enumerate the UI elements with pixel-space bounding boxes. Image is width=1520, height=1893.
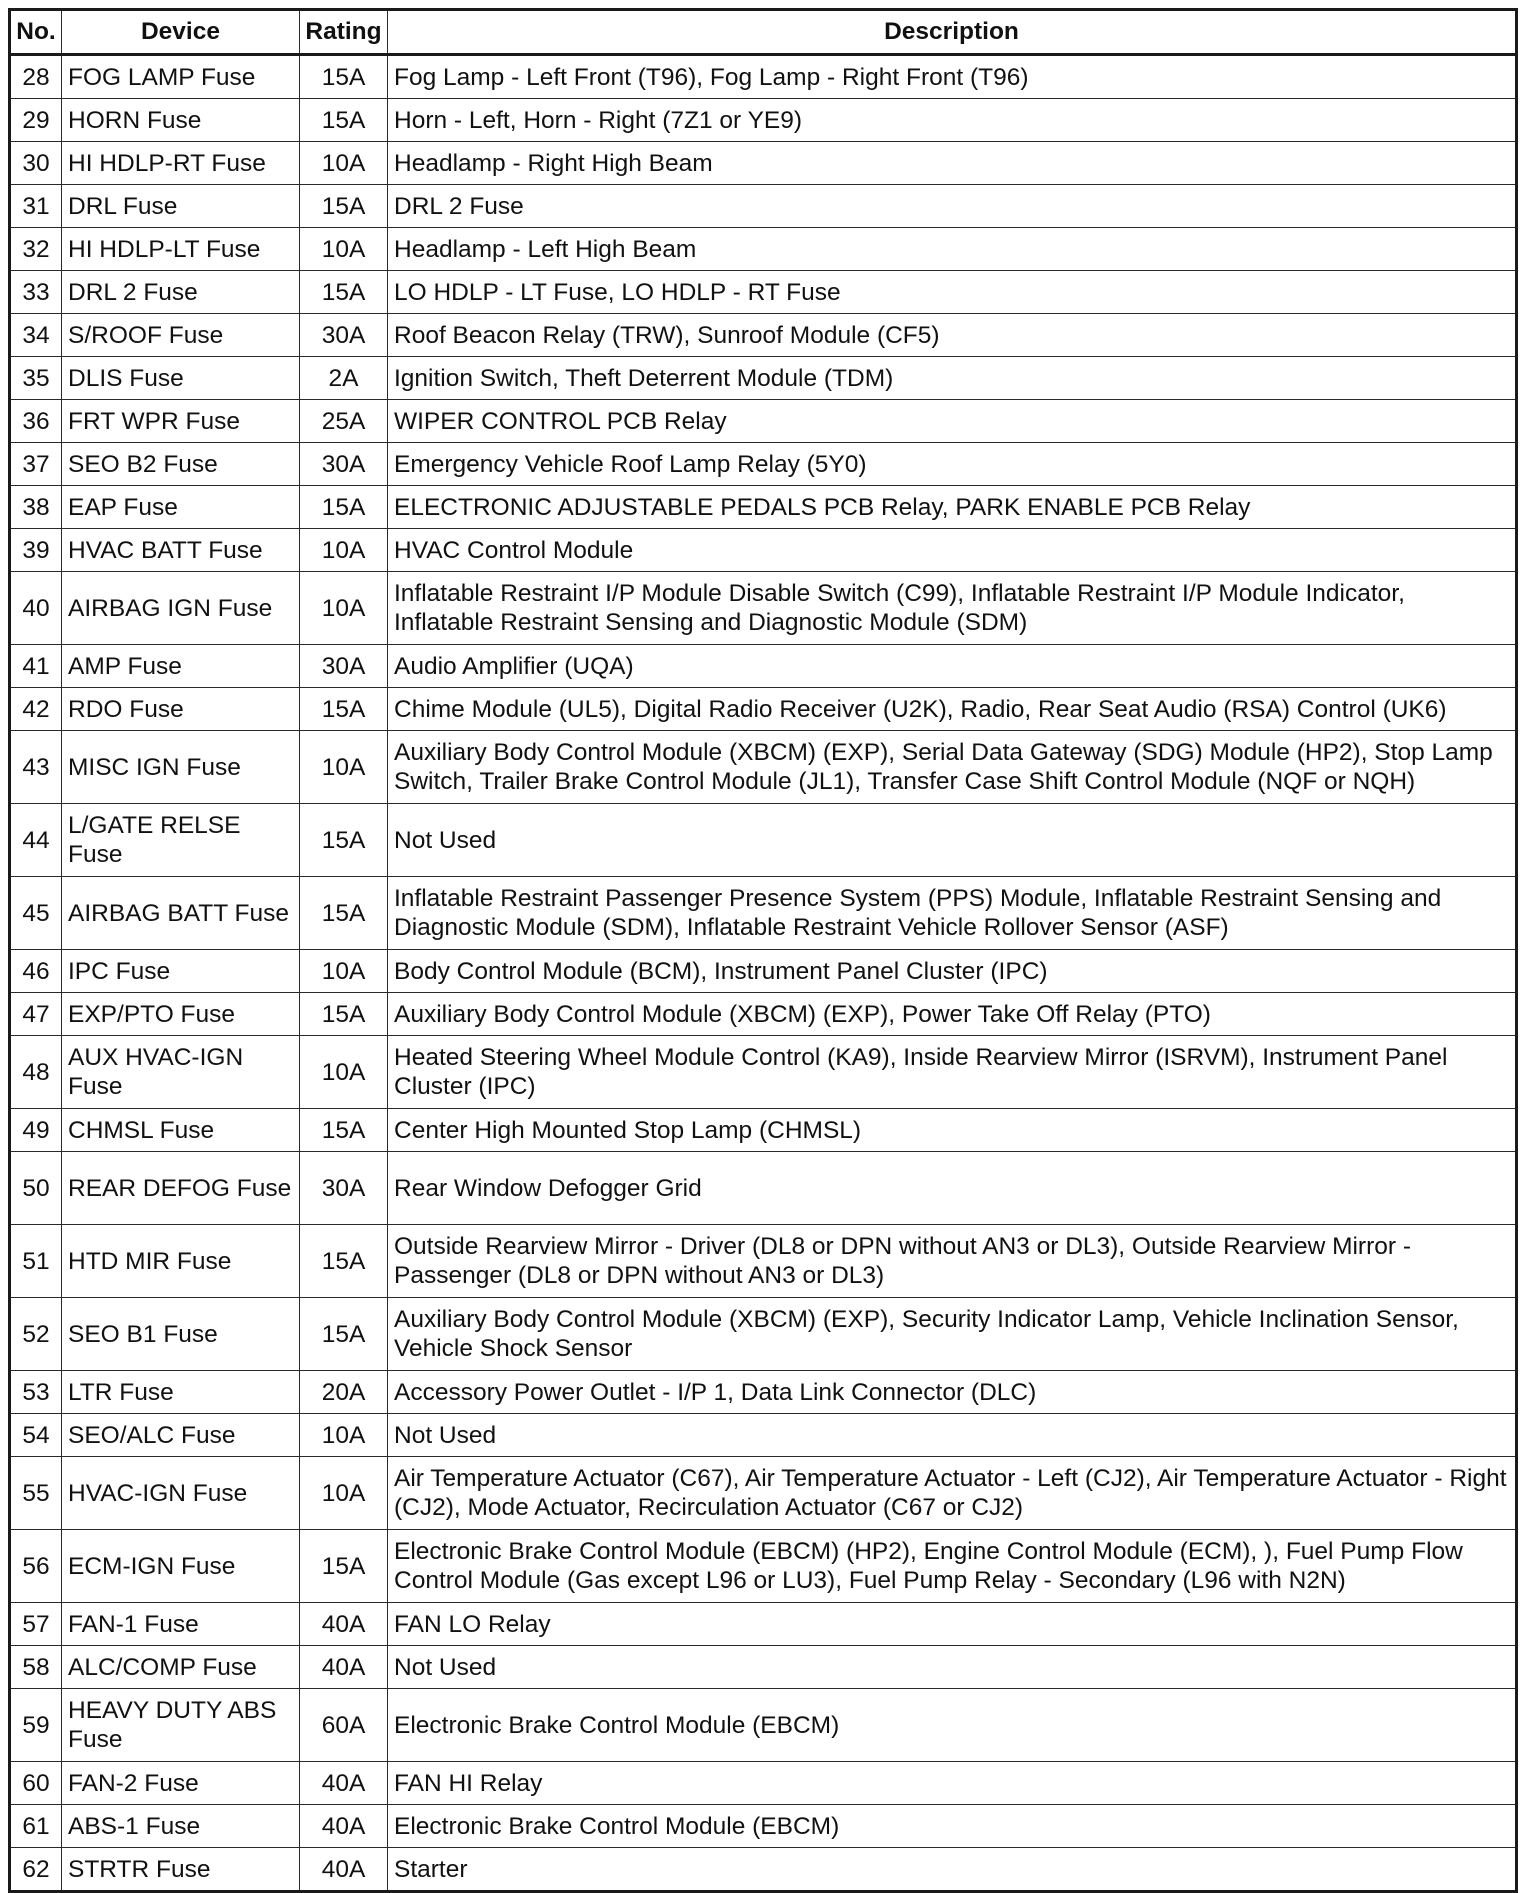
table-row [10, 1414, 1517, 1457]
fuse-number: 43 [10, 731, 62, 804]
fuse-number: 54 [10, 1414, 62, 1457]
fuse-device: STRTR Fuse [62, 1848, 300, 1892]
fuse-description: LO HDLP - LT Fuse, LO HDLP - RT Fuse [388, 271, 1517, 314]
table-row [10, 228, 1517, 271]
fuse-number: 47 [10, 993, 62, 1036]
fuse-rating: 30A [300, 314, 388, 357]
fuse-rating: 30A [300, 645, 388, 688]
table-row [10, 1298, 1517, 1371]
fuse-description: Chime Module (UL5), Digital Radio Receiver (U2K), Radio, Rear Seat Audio (RSA) Control (UK6) [388, 688, 1517, 731]
fuse-description: Auxiliary Body Control Module (XBCM) (EXP), Security Indicator Lamp, Vehicle Inclination Sensor, Vehicle Shock Sensor [388, 1298, 1517, 1371]
table-row [10, 1530, 1517, 1603]
fuse-description: Auxiliary Body Control Module (XBCM) (EXP), Serial Data Gateway (SDG) Module (HP2), Stop Lamp Switch, Trailer Brake Control Module (JL1), Transfer Case Shift Control Module (NQF or NQH) [388, 731, 1517, 804]
fuse-number: 35 [10, 357, 62, 400]
table-row [10, 443, 1517, 486]
fuse-rating: 15A [300, 1298, 388, 1371]
fuse-number: 40 [10, 572, 62, 645]
fuse-description: HVAC Control Module [388, 529, 1517, 572]
table-row [10, 1646, 1517, 1689]
fuse-description: FAN LO Relay [388, 1603, 1517, 1646]
fuse-device: ECM-IGN Fuse [62, 1530, 300, 1603]
fuse-rating: 40A [300, 1646, 388, 1689]
fuse-device: EAP Fuse [62, 486, 300, 529]
fuse-rating: 15A [300, 486, 388, 529]
fuse-device: EXP/PTO Fuse [62, 993, 300, 1036]
fuse-number: 29 [10, 99, 62, 142]
table-row [10, 645, 1517, 688]
fuse-number: 36 [10, 400, 62, 443]
table-row [10, 1805, 1517, 1848]
fuse-description: Inflatable Restraint I/P Module Disable Switch (C99), Inflatable Restraint I/P Module Indicator, Inflatable Restraint Sensing and Diagnostic Module (SDM) [388, 572, 1517, 645]
fuse-description: Outside Rearview Mirror - Driver (DL8 or DPN without AN3 or DL3), Outside Rearview Mirror - Passenger (DL8 or DPN without AN3 or DL3) [388, 1225, 1517, 1298]
fuse-rating: 25A [300, 400, 388, 443]
fuse-number: 34 [10, 314, 62, 357]
fuse-rating: 10A [300, 1457, 388, 1530]
fuse-number: 49 [10, 1109, 62, 1152]
fuse-number: 59 [10, 1689, 62, 1762]
fuse-device: HI HDLP-LT Fuse [62, 228, 300, 271]
fuse-description: Not Used [388, 804, 1517, 877]
fuse-device: RDO Fuse [62, 688, 300, 731]
fuse-number: 44 [10, 804, 62, 877]
fuse-rating: 10A [300, 228, 388, 271]
table-row [10, 400, 1517, 443]
fuse-device: FAN-1 Fuse [62, 1603, 300, 1646]
fuse-description: Air Temperature Actuator (C67), Air Temperature Actuator - Left (CJ2), Air Temperature Actuator - Right (CJ2), Mode Actuator, Recirculation Actuator (C67 or CJ2) [388, 1457, 1517, 1530]
fuse-rating: 10A [300, 731, 388, 804]
fuse-device: L/GATE RELSE Fuse [62, 804, 300, 877]
fuse-rating: 2A [300, 357, 388, 400]
fuse-device: REAR DEFOG Fuse [62, 1152, 300, 1225]
fuse-rating: 20A [300, 1371, 388, 1414]
fuse-device: ALC/COMP Fuse [62, 1646, 300, 1689]
fuse-number: 33 [10, 271, 62, 314]
fuse-description: Audio Amplifier (UQA) [388, 645, 1517, 688]
fuse-description: Horn - Left, Horn - Right (7Z1 or YE9) [388, 99, 1517, 142]
fuse-device: HI HDLP-RT Fuse [62, 142, 300, 185]
fuse-rating: 40A [300, 1762, 388, 1805]
fuse-description: ELECTRONIC ADJUSTABLE PEDALS PCB Relay, PARK ENABLE PCB Relay [388, 486, 1517, 529]
fuse-rating: 15A [300, 1530, 388, 1603]
fuse-rating: 60A [300, 1689, 388, 1762]
table-row [10, 688, 1517, 731]
fuse-device: DLIS Fuse [62, 357, 300, 400]
table-row [10, 1152, 1517, 1225]
fuse-number: 62 [10, 1848, 62, 1892]
fuse-table-container [8, 8, 1515, 1893]
table-row [10, 804, 1517, 877]
fuse-rating: 10A [300, 529, 388, 572]
fuse-description: FAN HI Relay [388, 1762, 1517, 1805]
fuse-rating: 15A [300, 804, 388, 877]
table-row [10, 1225, 1517, 1298]
table-row [10, 185, 1517, 228]
fuse-device: IPC Fuse [62, 950, 300, 993]
fuse-device: HTD MIR Fuse [62, 1225, 300, 1298]
table-row [10, 486, 1517, 529]
fuse-rating: 10A [300, 142, 388, 185]
fuse-rating: 15A [300, 271, 388, 314]
fuse-description: WIPER CONTROL PCB Relay [388, 400, 1517, 443]
table-row [10, 271, 1517, 314]
table-row [10, 572, 1517, 645]
fuse-number: 42 [10, 688, 62, 731]
fuse-rating: 15A [300, 1109, 388, 1152]
table-row [10, 1762, 1517, 1805]
fuse-device: FOG LAMP Fuse [62, 55, 300, 99]
header-no: No. [10, 10, 62, 55]
fuse-description: Emergency Vehicle Roof Lamp Relay (5Y0) [388, 443, 1517, 486]
fuse-description: Inflatable Restraint Passenger Presence System (PPS) Module, Inflatable Restraint Sensing and Diagnostic Module (SDM), Inflatable Restraint Vehicle Rollover Sensor (ASF) [388, 877, 1517, 950]
fuse-number: 61 [10, 1805, 62, 1848]
fuse-device: DRL Fuse [62, 185, 300, 228]
fuse-description: Accessory Power Outlet - I/P 1, Data Link Connector (DLC) [388, 1371, 1517, 1414]
fuse-description: Headlamp - Right High Beam [388, 142, 1517, 185]
fuse-rating: 40A [300, 1805, 388, 1848]
fuse-rating: 15A [300, 55, 388, 99]
fuse-device: AIRBAG BATT Fuse [62, 877, 300, 950]
fuse-description: DRL 2 Fuse [388, 185, 1517, 228]
fuse-device: SEO B2 Fuse [62, 443, 300, 486]
table-row [10, 529, 1517, 572]
fuse-number: 58 [10, 1646, 62, 1689]
header-rating: Rating [300, 10, 388, 55]
fuse-description: Fog Lamp - Left Front (T96), Fog Lamp - Right Front (T96) [388, 55, 1517, 99]
fuse-device: MISC IGN Fuse [62, 731, 300, 804]
header-description: Description [388, 10, 1517, 55]
fuse-description: Not Used [388, 1646, 1517, 1689]
fuse-device: HVAC-IGN Fuse [62, 1457, 300, 1530]
fuse-number: 28 [10, 55, 62, 99]
fuse-description: Electronic Brake Control Module (EBCM) [388, 1689, 1517, 1762]
fuse-number: 48 [10, 1036, 62, 1109]
table-row [10, 357, 1517, 400]
table-row [10, 993, 1517, 1036]
fuse-description: Center High Mounted Stop Lamp (CHMSL) [388, 1109, 1517, 1152]
fuse-number: 60 [10, 1762, 62, 1805]
fuse-device: S/ROOF Fuse [62, 314, 300, 357]
table-row [10, 731, 1517, 804]
fuse-number: 46 [10, 950, 62, 993]
fuse-description: Electronic Brake Control Module (EBCM) (HP2), Engine Control Module (ECM), ), Fuel Pump Flow Control Module (Gas except L96 or LU3), Fuel Pump Relay - Secondary (L96 with N2N) [388, 1530, 1517, 1603]
fuse-device: SEO/ALC Fuse [62, 1414, 300, 1457]
table-header-row [10, 10, 1517, 55]
fuse-number: 37 [10, 443, 62, 486]
fuse-number: 38 [10, 486, 62, 529]
fuse-rating: 15A [300, 688, 388, 731]
fuse-device: FAN-2 Fuse [62, 1762, 300, 1805]
table-row [10, 55, 1517, 99]
fuse-description: Not Used [388, 1414, 1517, 1457]
table-row [10, 1109, 1517, 1152]
fuse-rating: 30A [300, 443, 388, 486]
fuse-device: HEAVY DUTY ABS Fuse [62, 1689, 300, 1762]
table-row [10, 1371, 1517, 1414]
fuse-rating: 30A [300, 1152, 388, 1225]
fuse-rating: 10A [300, 950, 388, 993]
fuse-number: 32 [10, 228, 62, 271]
fuse-number: 53 [10, 1371, 62, 1414]
table-row [10, 877, 1517, 950]
fuse-number: 31 [10, 185, 62, 228]
fuse-number: 55 [10, 1457, 62, 1530]
fuse-number: 57 [10, 1603, 62, 1646]
fuse-description: Rear Window Defogger Grid [388, 1152, 1517, 1225]
fuse-number: 50 [10, 1152, 62, 1225]
fuse-description: Auxiliary Body Control Module (XBCM) (EXP), Power Take Off Relay (PTO) [388, 993, 1517, 1036]
fuse-rating: 10A [300, 1036, 388, 1109]
fuse-device: LTR Fuse [62, 1371, 300, 1414]
fuse-device: HVAC BATT Fuse [62, 529, 300, 572]
fuse-rating: 40A [300, 1848, 388, 1892]
fuse-rating: 10A [300, 1414, 388, 1457]
table-row [10, 1848, 1517, 1892]
table-row [10, 142, 1517, 185]
fuse-rating: 15A [300, 99, 388, 142]
header-device: Device [62, 10, 300, 55]
fuse-rating: 15A [300, 993, 388, 1036]
fuse-rating: 15A [300, 877, 388, 950]
fuse-number: 51 [10, 1225, 62, 1298]
table-row [10, 1036, 1517, 1109]
fuse-number: 39 [10, 529, 62, 572]
table-row [10, 1689, 1517, 1762]
fuse-description: Heated Steering Wheel Module Control (KA9), Inside Rearview Mirror (ISRVM), Instrument Panel Cluster (IPC) [388, 1036, 1517, 1109]
fuse-table [8, 8, 1518, 1893]
fuse-rating: 15A [300, 1225, 388, 1298]
table-row [10, 1603, 1517, 1646]
fuse-number: 45 [10, 877, 62, 950]
fuse-description: Body Control Module (BCM), Instrument Panel Cluster (IPC) [388, 950, 1517, 993]
table-body [10, 55, 1517, 1892]
fuse-device: ABS-1 Fuse [62, 1805, 300, 1848]
fuse-number: 52 [10, 1298, 62, 1371]
fuse-device: AUX HVAC-IGN Fuse [62, 1036, 300, 1109]
table-row [10, 314, 1517, 357]
fuse-number: 41 [10, 645, 62, 688]
table-row [10, 950, 1517, 993]
fuse-number: 56 [10, 1530, 62, 1603]
fuse-description: Headlamp - Left High Beam [388, 228, 1517, 271]
fuse-device: CHMSL Fuse [62, 1109, 300, 1152]
table-row [10, 99, 1517, 142]
fuse-description: Ignition Switch, Theft Deterrent Module (TDM) [388, 357, 1517, 400]
fuse-rating: 10A [300, 572, 388, 645]
fuse-device: AMP Fuse [62, 645, 300, 688]
fuse-number: 30 [10, 142, 62, 185]
fuse-rating: 40A [300, 1603, 388, 1646]
fuse-description: Electronic Brake Control Module (EBCM) [388, 1805, 1517, 1848]
table-row [10, 1457, 1517, 1530]
fuse-description: Roof Beacon Relay (TRW), Sunroof Module (CF5) [388, 314, 1517, 357]
fuse-description: Starter [388, 1848, 1517, 1892]
fuse-device: AIRBAG IGN Fuse [62, 572, 300, 645]
fuse-device: DRL 2 Fuse [62, 271, 300, 314]
fuse-rating: 15A [300, 185, 388, 228]
fuse-device: HORN Fuse [62, 99, 300, 142]
fuse-device: FRT WPR Fuse [62, 400, 300, 443]
fuse-device: SEO B1 Fuse [62, 1298, 300, 1371]
